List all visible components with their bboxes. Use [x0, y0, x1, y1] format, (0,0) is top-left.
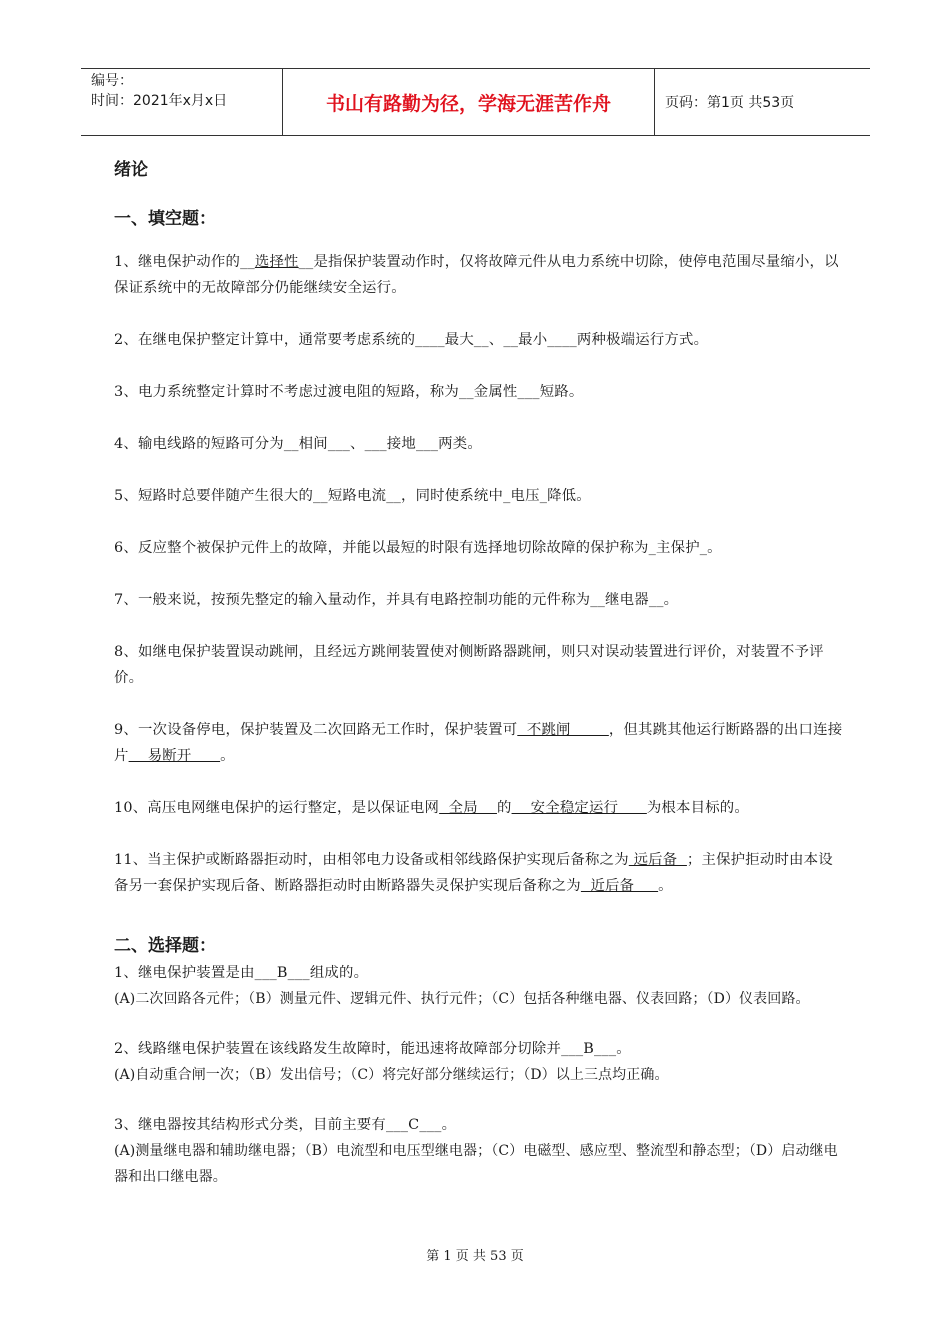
- number-label: 编号：: [91, 73, 133, 89]
- fill-question-7: 7、一般来说，按预先整定的输入量动作，并具有电路控制功能的元件称为__继电器__。: [114, 592, 679, 608]
- choice-options-3: (A)测量继电器和辅助继电器；（B）电流型和电压型继电器；（C）电磁型、感应型、整流型和静态型；（D）启动继电器和出口继电器。: [114, 1143, 838, 1185]
- page-info: 页码：第1页 共53页: [665, 95, 795, 111]
- section-fill-title: 一、填空题：: [114, 209, 216, 229]
- choice-options-2: (A)自动重合闸一次；（B）发出信号；（C）将完好部分继续运行；（D）以上三点均正确。: [114, 1067, 669, 1083]
- fill-question-10: 10、高压电网继电保护的运行整定，是以保证电网 全局 的 安全稳定运行 为根本目标的。: [114, 800, 749, 816]
- page-header: [81, 68, 870, 136]
- fill-question-5: 5、短路时总要伴随产生很大的__短路电流__，同时使系统中_电压_降低。: [114, 488, 591, 504]
- fill-question-8: 8、如继电保护装置误动跳闸，且经远方跳闸装置使对侧断路器跳闸，则只对误动装置进行评价，对装置不予评价。: [114, 644, 824, 686]
- motto: 书山有路勤为径，学海无涯苦作舟: [283, 69, 655, 135]
- choice-question-3: 3、继电器按其结构形式分类，目前主要有___C___。: [114, 1117, 457, 1133]
- fill-question-9: 9、一次设备停电，保护装置及二次回路无工作时，保护装置可 不跳闸 ，但其跳其他运行断路器的出口连接片 易断开 。: [114, 722, 843, 764]
- fill-question-4: 4、输电线路的短路可分为__相间___、___接地___两类。: [114, 436, 482, 452]
- time-label: 时间：2021年x月x日: [91, 93, 228, 109]
- fill-question-2: 2、在继电保护整定计算中，通常要考虑系统的____最大__、__最小____两种极端运行方式。: [114, 332, 709, 348]
- fill-question-1: 1、继电保护动作的__选择性__是指保护装置动作时，仅将故障元件从电力系统中切除，使停电范围尽量缩小，以保证系统中的无故障部分仍能继续安全运行。: [114, 254, 839, 296]
- choice-options-1: (A)二次回路各元件；（B）测量元件、逻辑元件、执行元件；（C）包括各种继电器、仪表回路；（D）仪表回路。: [114, 991, 810, 1007]
- header-meta: [81, 69, 283, 135]
- chapter-title: 绪论: [114, 160, 148, 180]
- fill-question-6: 6、反应整个被保护元件上的故障，并能以最短的时限有选择地切除故障的保护称为_主保护_。: [114, 540, 722, 556]
- choice-question-1: 1、继电保护装置是由___B___组成的。: [114, 965, 369, 981]
- section-choice-title: 二、选择题：: [114, 936, 216, 956]
- fill-question-3: 3、电力系统整定计算时不考虑过渡电阻的短路，称为__金属性___短路。: [114, 384, 584, 400]
- document-body: [114, 155, 844, 1214]
- page-footer: 第 1 页 共 53 页: [426, 1249, 524, 1264]
- fill-question-11: 11、当主保护或断路器拒动时，由相邻电力设备或相邻线路保护实现后备称之为 远后备 ；主保护拒动时由本设备另一套保护实现后备、断路器拒动时由断路器失灵保护实现后备称之为 近后备 。: [114, 852, 833, 894]
- choice-question-2: 2、线路继电保护装置在该线路发生故障时，能迅速将故障部分切除并___B___。: [114, 1041, 631, 1057]
